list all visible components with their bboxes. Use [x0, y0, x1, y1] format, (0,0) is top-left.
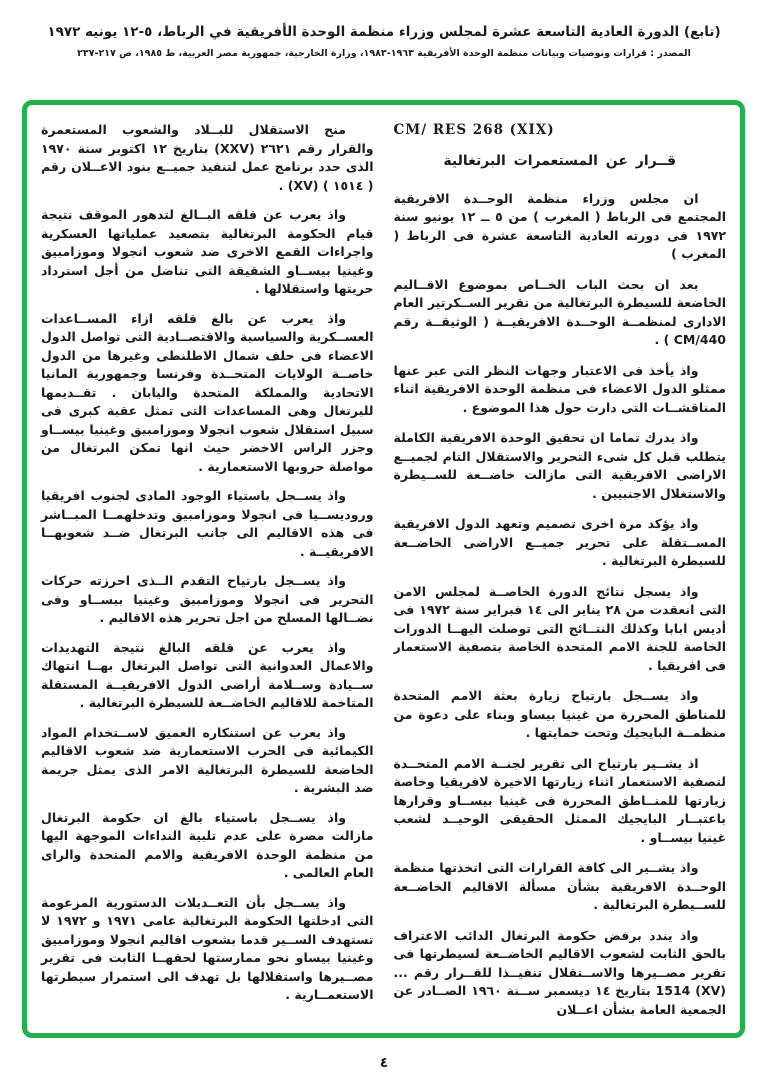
paragraph-right-5: واذ يؤكد مرة اخرى تصميم وتعهد الدول الافريقية المســتقلة على تحرير جميــع الاراضى الخاضــعة للسيطرة البرتغالية . [393, 516, 726, 569]
resolution-ref-code: CM/ RES 268 (XIX) [393, 122, 555, 138]
resolution-title: قــرار عن المستعمرات البرتغالية [443, 152, 677, 169]
two-column-layout [41, 121, 726, 1023]
column-right-primary [394, 121, 727, 1023]
page-header [0, 0, 768, 59]
paragraph-left-8: واذ يســجل باستياء بالغ ان حكومة البرتغال مازالت مصرة على عدم تلبية النداءات الموجهة اليها من منظمة الوحدة الافريقية والامم المتحدة والراى العام العالمى . [41, 809, 374, 880]
paragraph-right-4: واذ يدرك تماما ان تحقيق الوحدة الافريقية الكاملة يتطلب قبل كل شىء التحرير والاستقلال التام لجميــع الاراضى الافريقية التى مازالت خاضــعة للســيطرة والاستغلال الاجنبيين . [393, 430, 726, 501]
paragraph-left-7: واذ يعرب عن استنكاره العميق لاســتخدام المواد الكيمائية فى الحرب الاستعمارية ضد شعوب الاقاليم الخاضعة للسيطرة البرتغالية الامر الذى يمثل جريمة ضد البشرية . [41, 724, 374, 795]
paragraph-left-9: واذ يســجل بأن التعــديلات الدستورية المزعومة التى ادخلتها الحكومة البرتغالية عامى ١٩٧١ و ١٩٧٢ لا تستهدف الســير قدما بشعوب اقاليم انجولا وموزامبيق وغينيا بيساو نحو ممارستها لحقهــا الثابت فى تقرير مصــيرها واستقلالها بل تهدف الى استمرار سيطرتها الاستعمــارية . [41, 894, 374, 1002]
paragraph-right-2: بعد ان بحث الباب الخــاص بموضوع الاقــاليم الخاضعة للسيطرة البرتغالية من تقرير الســكرتير العام الادارى لمنظمــة الوحــدة الافريقيــة ( الوثيقــة رقم CM/440 ) . [393, 276, 726, 348]
paragraph-right-10: واذ يندد برفض حكومة البرتغال الدائب الاعتراف بالحق الثابت لشعوب الاقاليم الخاضــعة لسيطرتها فى تقرير مصــيرها والاســتقلال تنفيــذا للقــرار رقم ... (XV) 1514 بتاريخ ١٤ ديسمبر ســنة ١٩٦٠ الصــادر عن الجمعية العامة بشأن اعــلان [393, 927, 726, 1017]
column-left-secondary [41, 121, 374, 1023]
paragraph-right-7: واذ يســجل بارتياح زيارة بعثة الامم المتحدة للمناطق المحررة من غينيا بيساو وبناء على دعوة من منظمــة البايجيك وتحت حمايتها . [393, 688, 726, 741]
paragraph-right-9: واذ يشــير الى كافة القرارات التى اتخذتها منظمة الوحــدة الافريقية بشأن مسألة الاقاليم الخاضــعة للســيطرة البرتغالية . [393, 860, 726, 913]
paragraph-left-5: واذ يســجل بارتياح التقدم الــذى احرزته حركات التحرير فى انجولا وموزامبيق وغينيا بيســاو وفى نضــالها المسلح من اجل تحرير هذه الاقاليم . [41, 573, 374, 625]
paragraph-right-1: ان مجلس وزراء منظمة الوحــدة الافريقية المجتمع فى الرباط ( المغرب ) من ٥ ــ ١٢ يونيو سنة ١٩٧٢ فى دورته العادية التاسعة عشرة فى الرباط ( المغرب ) [393, 190, 726, 262]
paragraph-left-4: واذ يســجل باستياء الوجود المادى لجنوب افريقيا وروديســيا فى انجولا وموزامبيق وتدخلهمــا المبــاشر فى هذه الاقاليم الى جانب البرتغال ضــد شعوبهــا الافريقيــة . [41, 488, 374, 559]
paragraph-right-6: واذ يسجل نتائج الدورة الخاصــة لمجلس الامن التى انعقدت من ٢٨ يناير الى ١٤ فبراير سنة ١٩٧٢ فى أديس ابابا وكذلك النتــائج التى توصلت اليهــا الدورات الخاصة للجنة الامم المتحدة الخاصة بتصفية الاستعمار فى افريقيا . [393, 583, 726, 673]
header-session-line: (تابع) الدورة العادية التاسعة عشرة لمجلس وزراء منظمة الوحدة الأفريقية في الرباط، ٥-١٢ يونيه ١٩٧٢ [47, 24, 721, 40]
paragraph-left-1: منح الاستقلال للبــلاد والشعوب المستعمرة والقرار رقم ٢٦٢١ (XXV) بتاريخ ١٢ اكتوبر سنة ١٩٧٠ الذى حدد برنامج عمل لتنفيذ جميــع بنود الاعــلان رقم ( ١٥١٤ ) (XV) . [41, 122, 374, 193]
paragraph-left-3: واذ يعرب عن بالغ قلقه ازاء المســاعدات العســكرية والسياسية والاقتصــادية التى تواصل الدول الاعضاء فى حلف شمال الاطلنطى وغيرها من الدول خاصــة الولايات المتحــدة وفرنسا وجمهورية المانيا الاتحادية والمملكة المتحدة واليابان . تقــديمها للبرتغال وهى المساعدات التى تمثل عقبة كبرى فى سبيل استقلال شعوب انجولا وموزامبيق وغينيا بيســاو وجزر الراس الاخضر حيث انها تمكن البرتغال من مواصلة حروبها الاستعمارية . [41, 310, 374, 474]
paragraph-left-2: واذ يعرب عن قلقه البــالغ لتدهور الموقف نتيجة قيام الحكومة البرتغالية بتصعيد عملياتها العسكرية واجراءات القمع الاخرى ضد شعوب انجولا وموزامبيق وغينيا بيســاو الشقيقة التى تناضل من أجل استرداد حريتها واستقلالها . [41, 207, 374, 296]
paragraph-right-8: اذ يشــير بارتياح الى تقرير لجنــة الامم المتحــدة لتصفية الاستعمار اثناء زيارتها الاخيرة لافريقيا وخاصة زيارتها للمنــاطق المحررة فى غينيا بيســاو وقرارها باعتبــار البايجيك الممثل الحقيقى الوحيــد لشعب غينيا بيســاو . [393, 755, 726, 845]
paragraph-left-6: واذ يعرب عن قلقه البالغ نتيجة التهديدات والاعمال العدوانية التى تواصل البرتغال بهــا انتهاك ســيادة وســلامة أراضى الدول الافريقيــة المستقلة المتاخمة للاقاليم الخاضــعة للسيطرة البرتغالية . [41, 639, 374, 710]
header-source-line: المصدر : قرارات وتوصيات وبيانات منظمة الوحدة الأفريقية ١٩٦٣-١٩٨٣، وزارة الخارجية، جمهورية مصر العربية، ط ١٩٨٥، ص ٢١٧-٢٣٧ [77, 48, 691, 59]
paragraph-right-3: واذ يأخذ فى الاعتبار وجهات النظر التى عبر عنها ممثلو الدول الاعضاء فى منظمة الوحدة الافريقية اثناء المناقشــات التى دارت حول هذا الموضوع . [393, 362, 726, 415]
document-green-frame [22, 100, 745, 1038]
page-number: ٤ [379, 1055, 389, 1071]
